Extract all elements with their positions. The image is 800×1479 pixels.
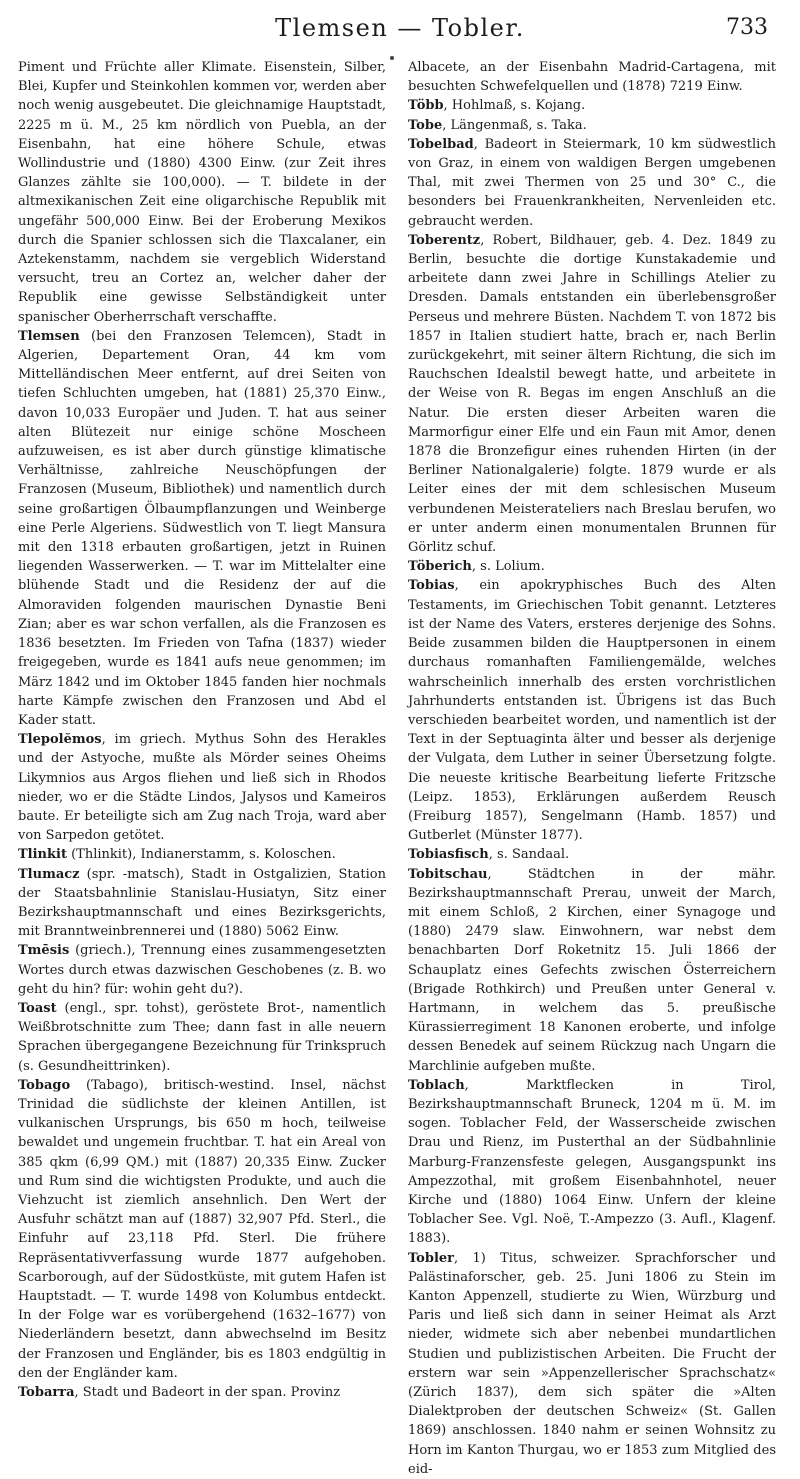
dictionary-entry — [18, 327, 386, 730]
dictionary-entry — [18, 1383, 386, 1402]
dictionary-entry — [408, 557, 776, 576]
left-column — [18, 58, 386, 1401]
entry-headword: Töberich — [408, 559, 472, 575]
entry-continuation — [408, 58, 776, 96]
dictionary-entry — [408, 576, 776, 845]
entry-headword: Több — [408, 98, 444, 114]
entry-headword: Toberentz — [408, 232, 481, 248]
entry-headword: Tobarra — [18, 1385, 75, 1401]
dictionary-entry — [18, 999, 386, 1076]
dictionary-entry — [18, 730, 386, 845]
entry-body: , Städtchen in der mähr. Bezirkshauptmannschaft Prerau, unweit der March, mit einem Schloß, 2 Kirchen, einer Synagoge und (1880) 2479 slaw. Einwohnern, war nebst dem benachbarten Dorf Roketnitz 15. Juli 1866 der Schauplatz eines Gefechts zwischen Österreichern (Brigade Rothkirch) und Preußen unter General v. Hartmann, in welchem das 5. preußische Kürassierregiment 18 Kanonen eroberte, und infolge dessen Benedek auf seinem Rückzug nach Ungarn die Marchlinie aufgeben mußte. — [408, 866, 776, 1074]
dictionary-entry — [408, 231, 776, 557]
entry-headword: Toast — [18, 1000, 57, 1016]
dictionary-entry — [408, 116, 776, 135]
dictionary-entry — [18, 941, 386, 999]
entry-body: , ein apokryphisches Buch des Alten Testaments, im Griechischen Tobit genannt. Letzteres ist der Name des Vaters, ersteres derjenige des Sohns. Beide zusammen bilden die Hauptpersonen in einem durchaus romanhaften Familiengemälde, welches wahrscheinlich innerhalb des ersten vorchristlichen Jahrhunderts entstanden ist. Übrigens ist das Buch verschieden bearbeitet worden, und namentlich ist der Text in der Septuaginta älter und besser als derjenige der Vulgata, dem Luther in seiner Übersetzung folgte. Die neueste kritische Bearbeitung lieferte Fritzsche (Leipz. 1853), Erklärungen außerdem Reusch (Freiburg 1857), Sengelmann (Hamb. 1857) und Gutberlet (Münster 1877). — [408, 578, 776, 844]
dictionary-entry — [18, 845, 386, 864]
entry-body: , s. Lolium. — [471, 559, 545, 575]
entry-body: (spr. -matsch), Stadt in Ostgalizien, Station der Staatsbahnlinie Stanislau-Husiatyn, Sitz einer Bezirkshauptmannschaft und eines Bezirksgerichts, mit Branntweinbrennerei und (1880) 5062 Einw. — [18, 866, 386, 940]
entry-headword: Tlinkit — [18, 847, 67, 863]
entry-body: , im griech. Mythus Sohn des Herakles und der Astyoche, mußte als Mörder seines Oheims Likymnios aus Argos fliehen und ließ sich in Rhodos nieder, wo er die Städte Lindos, Jalysos und Kameiros baute. Er beteiligte sich am Zug nach Troja, ward aber von Sarpedon getötet. — [18, 732, 386, 844]
entry-headword: Tobler — [408, 1250, 455, 1266]
dictionary-entry — [18, 1076, 386, 1383]
dictionary-entry — [408, 135, 776, 231]
dictionary-entry — [408, 1076, 776, 1249]
entry-headword: Tobago — [18, 1077, 71, 1093]
page-number: 733 — [726, 15, 768, 40]
entry-headword: Tobias — [408, 578, 455, 594]
entry-headword: Tlepolĕmos — [18, 732, 102, 748]
entry-headword: Tlemsen — [18, 328, 80, 344]
dictionary-entry — [408, 865, 776, 1076]
entry-body: , Robert, Bildhauer, geb. 4. Dez. 1849 zu Berlin, besuchte die dortige Kunstakademie und arbeitete dann zwei Jahre in Schillings Atelier zu Dresden. Damals entstanden ein überlebensgroßer Perseus und mehrere Büsten. Nachdem T. von 1872 bis 1857 in Italien studiert hatte, brach er, nach Berlin zurückgekehrt, mit seiner ältern Richtung, die sich im Rauchschen Idealstil bewegt hatte, und arbeitete in der Weise von R. Begas im engen Anschluß an die Natur. Die ersten dieser Arbeiten waren die Marmorfigur einer Elfe und ein Faun mit Amor, denen 1878 die Bronzefigur eines ruhenden Hirten (in der Berliner Nationalgalerie) folgte. 1879 wurde er als Leiter eines der mit dem schlesischen Museum verbundenen Meisterateliers nach Breslau berufen, wo er unter anderm einen monumentalen Brunnen für Görlitz schuf. — [408, 232, 776, 556]
entry-body: , Marktflecken in Tirol, Bezirkshauptmannschaft Bruneck, 1204 m ü. M. im sogen. Toblacher Feld, der Wasserscheide zwischen Drau und Rienz, im Pusterthal an der Südbahnlinie Marburg-Franzensfeste gelegen, Ausgangspunkt ins Ampezzothal, mit großem Eisenbahnhotel, neuer Kirche und (1880) 1064 Einw. Unfern der kleine Toblacher See. Vgl. Noë, T.-Ampezzo (3. Aufl., Klagenf. 1883). — [408, 1077, 776, 1247]
entry-body: (griech.), Trennung eines zusammengesetzten Wortes durch etwas dazwischen Geschobenes (z. B. wo geht du hin? für: wohin geht du?). — [18, 943, 386, 997]
dictionary-entry — [18, 865, 386, 942]
entry-body: , Hohlmaß, s. Kojang. — [443, 98, 586, 114]
dictionary-entry — [408, 1249, 776, 1479]
entry-body: , Längenmaß, s. Taka. — [442, 117, 587, 133]
running-head: Tlemsen — Tobler. — [275, 14, 525, 42]
entry-body: , s. Sandaal. — [488, 847, 570, 863]
page-header — [0, 0, 800, 52]
printer-mark — [390, 56, 394, 60]
entry-body: , Stadt und Badeort in der span. Provinz — [74, 1385, 341, 1401]
dictionary-entry — [408, 96, 776, 115]
entry-body: (bei den Franzosen Telemcen), Stadt in Algerien, Departement Oran, 44 km vom Mittelländischen Meer entfernt, auf drei Seiten von tiefen Schluchten umgeben, hat (1881) 25,370 Einw., davon 10,033 Europäer und Juden. T. hat aus seiner alten Blütezeit nur einige schöne Moscheen aufzuweisen, es ist aber durch günstige klimatische Verhältnisse, zahlreiche Neuschöpfungen der Franzosen (Museum, Bibliothek) und namentlich durch seine großartigen Ölbaumpflanzungen und Weinberge eine Perle Algeriens. Südwestlich von T. liegt Mansura mit den 1318 erbauten großartigen, jetzt in Ruinen liegenden Wasserwerken. — T. war im Mittelalter eine blühende Stadt und die Residenz der auf die Almoraviden folgenden maurischen Dynastie Beni Zian; aber es war schon verfallen, als die Franzosen es 1836 besetzten. Im Frieden von Tafna (1837) wieder freigegeben, wurde es 1841 aufs neue genommen; im März 1842 und im Oktober 1845 fanden hier nochmals harte Kämpfe zwischen den Franzosen und Abd el Kader statt. — [18, 328, 386, 728]
entry-body: Albacete, an der Eisenbahn Madrid-Cartagena, mit besuchten Schwefelquellen und (1878) 7219 Einw. — [408, 60, 776, 95]
entry-continuation — [18, 58, 386, 327]
entry-body: (engl., spr. tohst), geröstete Brot-, namentlich Weißbrotschnitte zum Thee; dann fast in alle neuern Sprachen übergegangene Bezeichnung für Trinkspruch (s. Gesundheittrinken). — [18, 1000, 386, 1074]
entry-body: (Thlinkit), Indianerstamm, s. Koloschen. — [66, 847, 336, 863]
entry-headword: Toblach — [408, 1077, 465, 1093]
entry-body: Piment und Früchte aller Klimate. Eisenstein, Silber, Blei, Kupfer und Steinkohlen kommen vor, werden aber noch wenig ausgebeutet. Die gleichnamige Hauptstadt, 2225 m ü. M., 25 km nördlich von Puebla, an der Eisenbahn, hat eine höhere Schule, etwas Wollindustrie und (1880) 4300 Einw. (zur Zeit ihres Glanzes zählte sie 100,000). — T. bildete in der altmexikanischen Zeit eine oligarchische Republik mit ungefähr 500,000 Einw. Bei der Eroberung Mexikos durch die Spanier schlossen sich die Tlaxcalaner, ein Aztekenstamm, nachdem sie vergeblich Widerstand versucht, treu an Cortez an, welcher daher der Republik eine gewisse Selbständigkeit unter spanischer Oberherrschaft verschaffte. — [18, 60, 386, 325]
right-column — [408, 58, 776, 1477]
dictionary-entry — [408, 845, 776, 864]
entry-headword: Tlumacz — [18, 866, 80, 882]
entry-headword: Tobelbad — [408, 136, 474, 152]
entry-headword: Tmēsis — [18, 943, 70, 959]
entry-body: , Badeort in Steiermark, 10 km südwestlich von Graz, in einem von waldigen Bergen umgebenen Thal, mit zwei Thermen von 25 und 30° C., die besonders bei Frauenkrankheiten, Nervenleiden etc. gebraucht werden. — [408, 136, 776, 229]
entry-body: (Tabago), britisch-westind. Insel, nächst Trinidad die südlichste der kleinen Antillen, ist vulkanischen Ursprungs, bis 650 m hoch, teilweise bewaldet und ungemein fruchtbar. T. hat ein Areal von 385 qkm (6,99 QM.) mit (1887) 20,335 Einw. Zucker und Rum sind die wichtigsten Produkte, und auch die Viehzucht ist ziemlich ansehnlich. Den Wert der Ausfuhr schätzt man auf (1887) 32,907 Pfd. Sterl., die Einfuhr auf 23,118 Pfd. Sterl. Die frühere Repräsentativverfassung wurde 1877 aufgehoben. Scarborough, auf der Südostküste, mit gutem Hafen ist Hauptstadt. — T. wurde 1498 von Kolumbus entdeckt. In der Folge war es vorübergehend (1632–1677) von Niederländern besetzt, dann abwechselnd im Besitz der Franzosen und Engländer, bis es 1803 endgültig in den der Engländer kam. — [18, 1077, 386, 1381]
entry-body: , 1) Titus, schweizer. Sprachforscher und Palästinaforscher, geb. 25. Juni 1806 zu Stein im Kanton Appenzell, studierte zu Wien, Würzburg und Paris und ließ sich dann in seiner Heimat als Arzt nieder, widmete sich aber nebenbei mundartlichen Studien und publizistischen Arbeiten. Die Frucht der erstern war sein »Appenzellerischer Sprachschatz« (Zürich 1837), dem sich später die »Alten Dialektproben der deutschen Schweiz« (St. Gallen 1869) anschlossen. 1840 nahm er seinen Wohnsitz zu Horn im Kanton Thurgau, wo er 1853 zum Mitglied des eid- — [408, 1250, 776, 1477]
entry-headword: Tobitschau — [408, 866, 488, 882]
entry-headword: Tobiasfisch — [408, 847, 489, 863]
entry-headword: Tobe — [408, 117, 443, 133]
